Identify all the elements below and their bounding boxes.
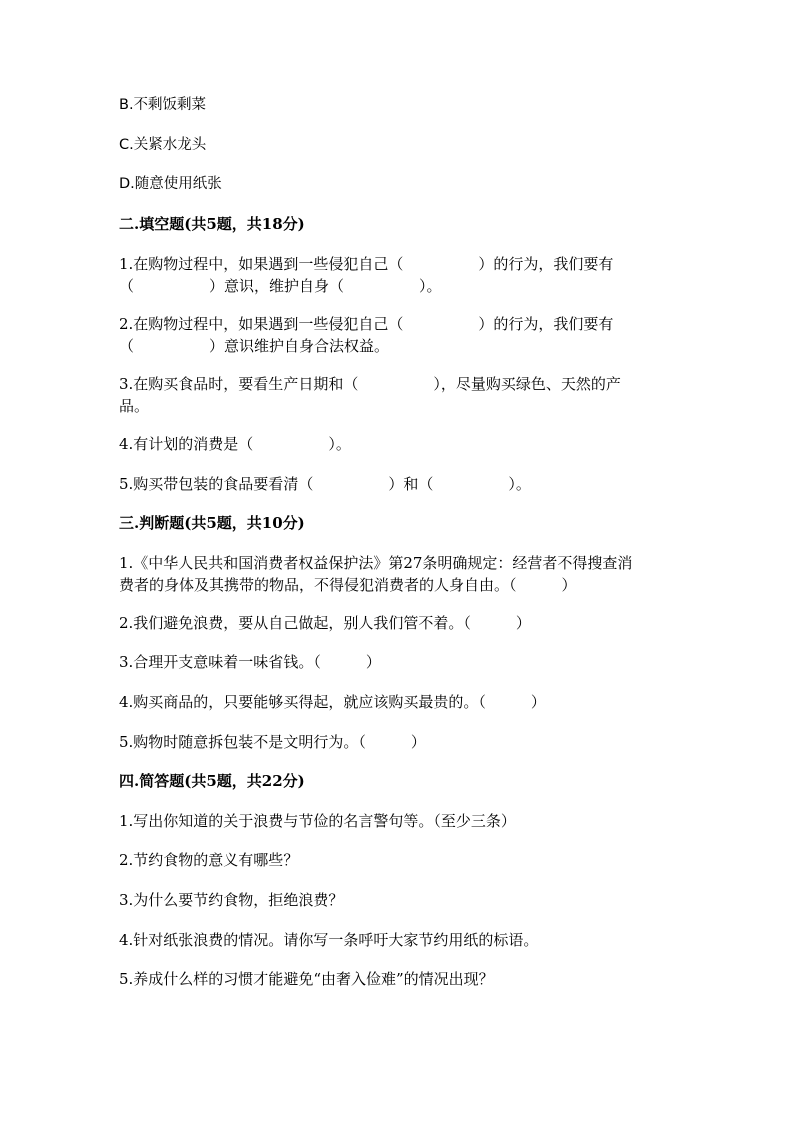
s2-q2-line1: 2.在购物过程中，如果遇到一些侵犯自己（ ）的行为，我们要有: [119, 315, 614, 333]
section3-title: 三.判断题(共5题，共10分): [119, 514, 305, 532]
s2-q4: 4.有计划的消费是（ ）。: [119, 435, 351, 453]
s4-q3: 3.为什么要节约食物，拒绝浪费？: [119, 891, 344, 909]
option-b: B.不剩饭剩菜: [119, 97, 207, 113]
s2-q3-line1: 3.在购买食品时，要看生产日期和（ ），尽量购买绿色、天然的产: [119, 375, 621, 393]
option-d: D.随意使用纸张: [119, 176, 222, 192]
section2-title: 二.填空题(共5题，共18分): [119, 215, 305, 233]
s4-q4: 4.针对纸张浪费的情况。请你写一条呼吁大家节约用纸的标语。: [119, 931, 539, 949]
s3-q3: 3.合理开支意味着一味省钱。（ ）: [119, 653, 381, 671]
s2-q5: 5.购买带包装的食品要看清（ ）和（ ）。: [119, 475, 531, 493]
s2-q1-line2: （ ）意识，维护自身（ ）。: [119, 277, 442, 295]
s3-q1-line2: 费者的身体及其携带的物品，不得侵犯消费者的人身自由。（ ）: [119, 576, 577, 594]
s3-q4: 4.购买商品的，只要能够买得起，就应该购买最贵的。（ ）: [119, 693, 546, 711]
s4-q5: 5.养成什么样的习惯才能避免“由奢入俭难”的情况出现？: [119, 970, 494, 988]
option-c: C.关紧水龙头: [119, 137, 207, 153]
s2-q1-line1: 1.在购物过程中，如果遇到一些侵犯自己（ ）的行为，我们要有: [119, 255, 614, 273]
s4-q2: 2.节约食物的意义有哪些？: [119, 851, 299, 869]
s3-q1-line1: 1.《中华人民共和国消费者权益保护法》第27条明确规定：经营者不得搜查消: [119, 554, 633, 572]
s4-q1: 1.写出你知道的关于浪费与节俭的名言警句等。（至少三条）: [119, 812, 516, 830]
s2-q3-line2: 品。: [119, 397, 150, 415]
s3-q2: 2.我们避免浪费，要从自己做起，别人我们管不着。（ ）: [119, 614, 531, 632]
section4-title: 四.简答题(共5题，共22分): [119, 772, 305, 790]
s3-q5: 5.购物时随意拆包装不是文明行为。（ ）: [119, 733, 426, 751]
s2-q2-line2: （ ）意识维护自身合法权益。: [119, 337, 390, 355]
